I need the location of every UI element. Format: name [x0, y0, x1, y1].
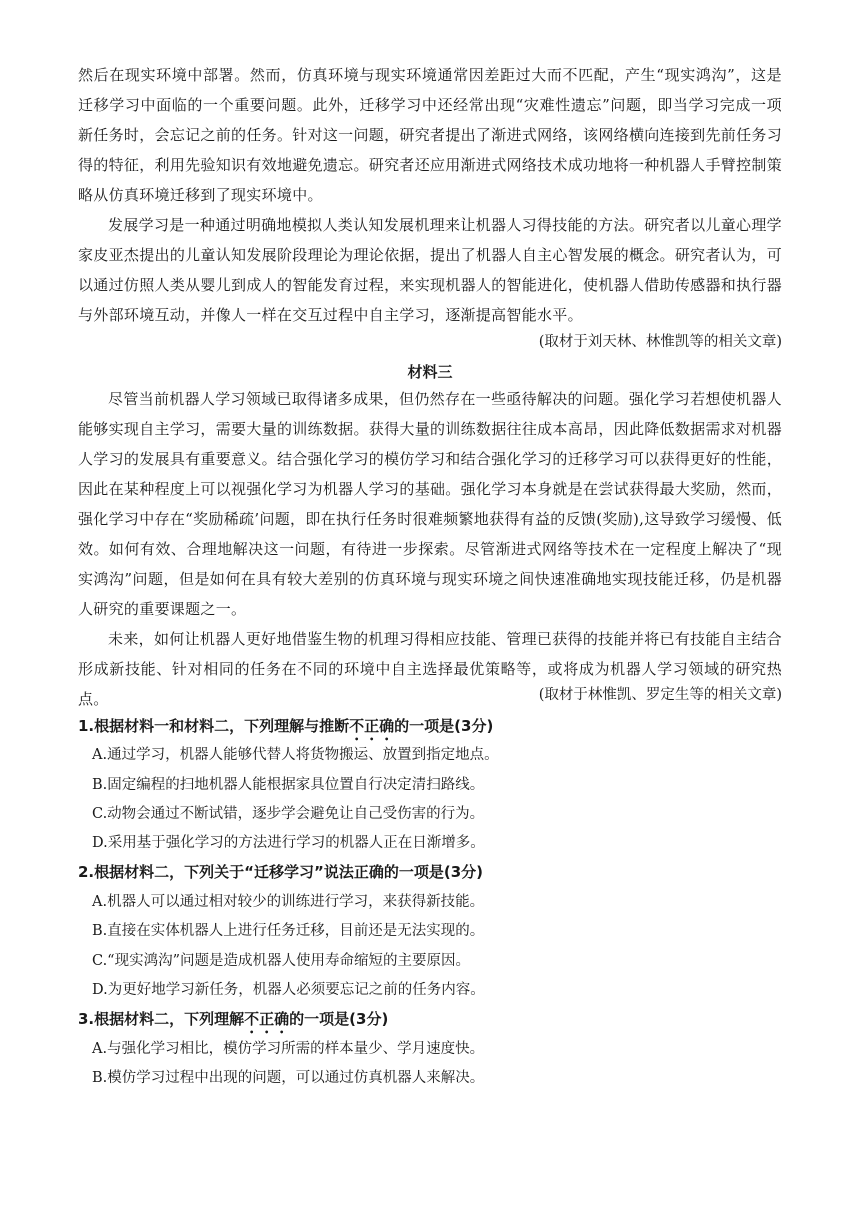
source-citation-material-3: (取材于林惟凯、罗定生等的相关文章) — [538, 687, 782, 703]
question-1-option-a: A.通过学习，机器人能够代替人将货物搬运、放置到指定地点。 — [92, 747, 499, 763]
question-2-option-d: D.为更好地学习新任务，机器人必须要忘记之前的任务内容。 — [92, 982, 485, 998]
question-3-stem-tail: 的一项是(3分) — [289, 1010, 389, 1028]
question-1-emphasis: 不正确 — [349, 717, 395, 735]
question-2-stem-text: 2.根据材料二，下列关于“迁移学习”说法正确的一项是(3分) — [78, 863, 484, 881]
question-3-stem-text: 3.根据材料二，下列理解 — [78, 1010, 245, 1028]
question-1-stem-tail: 的一项是(3分) — [394, 717, 494, 735]
question-2-option-b: B.直接在实体机器人上进行任务迁移，目前还是无法实现的。 — [92, 923, 485, 939]
question-3-stem — [78, 1004, 782, 1037]
question-1-option-d: D.采用基于强化学习的方法进行学习的机器人正在日渐增多。 — [92, 835, 485, 851]
question-2-stem — [78, 857, 782, 887]
paragraph-transfer-learning-continued: 然后在现实环境中部署。然而，仿真环境与现实环境通常因差距过大而不匹配，产生“现实鸿沟”，这是迁移学习中面临的一个重要问题。此外，迁移学习中还经常出现“灾难性遗忘”问题，即当学习完成一项新任务时，会忘记之前的任务。针对这一问题，研究者提出了渐进式网络，该网络横向连接到先前任务习得的特征，利用先验知识有效地避免遗忘。研究者还应用渐进式网络技术成功地将一种机器人手臂控制策略从仿真环境迁移到了现实环境中。 — [78, 66, 782, 204]
question-2-option-a: A.机器人可以通过相对较少的训练进行学习，来获得新技能。 — [92, 894, 485, 910]
question-1-option-b: B.固定编程的扫地机器人能根据家具位置自行决定清扫路线。 — [92, 777, 485, 793]
paragraph-material-3-challenges: 尽管当前机器人学习领域已取得诸多成果，但仍然存在一些亟待解决的问题。强化学习若想使机器人能够实现自主学习，需要大量的训练数据。获得大量的训练数据往往成本高昂，因此降低数据需求对机器人学习的发展具有重要意义。结合强化学习的模仿学习和结合强化学习的迁移学习可以获得更好的性能，因此在某种程度上可以视强化学习为机器人学习的基础。强化学习本身就是在尝试获得最大奖励，然而，强化学习中存在“奖励稀疏’问题，即在执行任务时很难频繁地获得有益的反馈(奖励),这导致学习缓慢、低效。如何有效、合理地解决这一问题，有待进一步探索。尽管渐进式网络等技术在一定程度上解决了“现实鸿沟”问题，但是如何在具有较大差别的仿真环境与现实环境之间快速准确地实现技能迁移，仍是机器人研究的重要课题之一。 — [78, 390, 782, 618]
paragraph-material-3-future: 未来，如何让机器人更好地借鉴生物的机理习得相应技能、管理已获得的技能并将已有技能自主结合形成新技能、针对相同的任务在不同的环境中自主选择最优策略等，或将成为机器人学习领域的研究热点。 — [78, 630, 782, 708]
question-1-option-c: C.动物会通过不断试错，逐步学会避免让自己受伤害的行为。 — [92, 806, 485, 822]
question-3-option-b: B.模仿学习过程中出现的问题，可以通过仿真机器人来解决。 — [92, 1070, 485, 1086]
question-1-stem-text: 1.根据材料一和材料二，下列理解与推断 — [78, 717, 350, 735]
paragraph-developmental-learning: 发展学习是一种通过明确地模拟人类认知发展机理来让机器人习得技能的方法。研究者以儿童心理学家皮亚杰提出的儿童认知发展阶段理论为理论依据，提出了机器人自主心智发展的概念。研究者认为，可以通过仿照人类从婴儿到成人的智能发育过程，来实现机器人的智能进化，使机器人借助传感器和执行器与外部环境互动，并像人一样在交互过程中自主学习，逐渐提高智能水平。 — [78, 216, 782, 324]
material-3-title: 材料三 — [407, 363, 453, 381]
question-3-emphasis: 不正确 — [244, 1010, 290, 1028]
question-2-option-c: C.“现实鸿沟”问题是造成机器人使用寿命缩短的主要原因。 — [92, 953, 471, 969]
question-3-option-a: A.与强化学习相比，模仿学习所需的样本量少、学月速度快。 — [92, 1041, 485, 1057]
source-citation-material-2: (取材于刘天林、林惟凯等的相关文章) — [538, 334, 782, 350]
